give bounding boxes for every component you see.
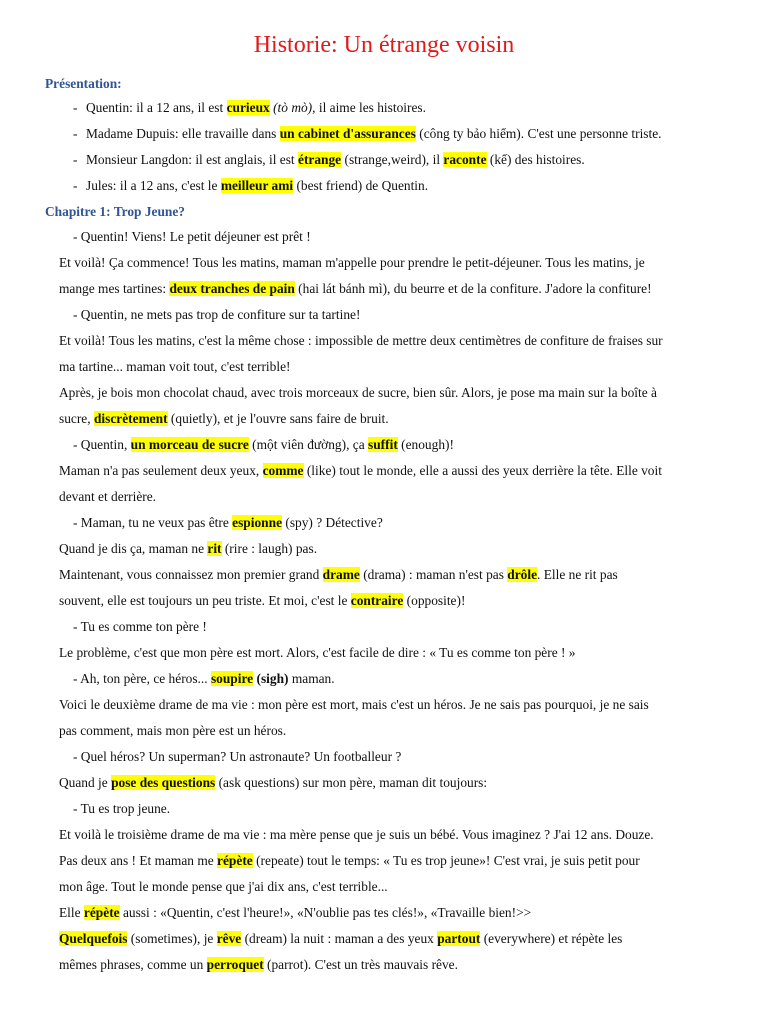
text-segment: Madame Dupuis: elle travaille dans <box>86 126 280 141</box>
text-segment: Monsieur Langdon: il est anglais, il est <box>86 152 298 167</box>
document-title: Historie: Un étrange voisin <box>253 32 515 58</box>
paragraph-line: mange mes tartines: deux tranches de pain (hai lát bánh mì), du beurre et de la confiture. J'adore la confiture! <box>59 281 652 296</box>
highlighted-term: curieux <box>226 100 270 115</box>
text-segment: , il aime les histoires. <box>312 100 426 115</box>
bullet-marker: - <box>73 178 78 193</box>
highlighted-term: pose des questions <box>111 775 216 790</box>
highlighted-term: Quelquefois <box>59 931 128 946</box>
presentation-heading: Présentation: <box>45 76 122 91</box>
paragraph-line: Voici le deuxième drame de ma vie : mon père est mort, mais c'est un héros. Je ne sais pas pourquoi, je ne sais <box>59 697 649 712</box>
highlighted-term: soupire <box>210 671 254 686</box>
paragraph-line: - Ah, ton père, ce héros... soupire (sigh) maman. <box>73 671 335 686</box>
paragraph-line: mon âge. Tout le monde pense que j'ai dix ans, c'est terrible... <box>59 879 388 894</box>
paragraph-line: mêmes phrases, comme un perroquet (parrot). C'est un très mauvais rêve. <box>59 957 458 972</box>
paragraph-line: Elle répète aussi : «Quentin, c'est l'heure!», «N'oublie pas tes clés!», «Travaille bien!>> <box>59 905 532 920</box>
paragraph-line: Et voilà le troisième drame de ma vie : ma mère pense que je suis un bébé. Vous imaginez ? J'ai 12 ans. Douze. <box>59 827 654 842</box>
paragraph-line: Quelquefois (sometimes), je rêve (dream) la nuit : maman a des yeux partout (everywhere) et répète les <box>59 931 623 946</box>
presentation-item <box>86 152 585 168</box>
highlighted-term: raconte <box>443 152 487 167</box>
paragraph-line: devant et derrière. <box>59 489 157 504</box>
paragraph-line: - Quentin, ne mets pas trop de confiture sur ta tartine! <box>73 307 361 322</box>
highlighted-term: suffit <box>368 437 398 452</box>
presentation-item <box>86 178 428 194</box>
paragraph-line: - Quel héros? Un superman? Un astronaute? Un footballeur ? <box>73 749 402 764</box>
highlighted-term: rit <box>207 541 222 556</box>
paragraph-line: Le problème, c'est que mon père est mort. Alors, c'est facile de dire : « Tu es comme ton père ! » <box>59 645 576 660</box>
translation-italic: (tò mò) <box>273 100 313 115</box>
paragraph-line: Et voilà! Ça commence! Tous les matins, maman m'appelle pour prendre le petit-déjeuner. Tous les matins, je <box>59 255 645 270</box>
highlighted-term: étrange <box>298 152 342 167</box>
highlighted-term: espionne <box>232 515 283 530</box>
paragraph-line: - Quentin! Viens! Le petit déjeuner est prêt ! <box>73 229 311 244</box>
highlighted-term: deux tranches de pain <box>169 281 295 296</box>
highlighted-term: partout <box>437 931 481 946</box>
highlighted-term: un cabinet d'assurances <box>279 126 416 141</box>
highlighted-term: meilleur ami <box>220 178 294 193</box>
bullet-marker: - <box>73 100 78 115</box>
paragraph-line: Quand je pose des questions (ask questions) sur mon père, maman dit toujours: <box>59 775 488 790</box>
bold-term: (sigh) <box>256 671 289 686</box>
paragraph-line: Maman n'a pas seulement deux yeux, comme (like) tout le monde, elle a aussi des yeux derrière la tête. Elle voit <box>59 463 662 478</box>
highlighted-term: perroquet <box>206 957 264 972</box>
text-segment: (kể) des histoires. <box>486 152 585 167</box>
paragraph-line: - Tu es trop jeune. <box>73 801 171 816</box>
paragraph-line: souvent, elle est toujours un peu triste. Et moi, c'est le contraire (opposite)! <box>59 593 466 608</box>
paragraph-line: Quand je dis ça, maman ne rit (rire : laugh) pas. <box>59 541 318 556</box>
paragraph-line: - Tu es comme ton père ! <box>73 619 207 634</box>
highlighted-term: répète <box>83 905 120 920</box>
paragraph-line: Et voilà! Tous les matins, c'est la même chose : impossible de mettre deux centimètres de confiture de fraises sur <box>59 333 663 348</box>
text-segment: (best friend) de Quentin. <box>293 178 429 193</box>
presentation-item <box>86 100 426 116</box>
paragraph-line: sucre, discrètement (quietly), et je l'ouvre sans faire de bruit. <box>59 411 389 426</box>
highlighted-term: comme <box>262 463 304 478</box>
paragraph-line: pas comment, mais mon père est un héros. <box>59 723 287 738</box>
paragraph-line: Maintenant, vous connaissez mon premier grand drame (drama) : maman n'est pas drôle. Elle ne rit pas <box>59 567 618 582</box>
text-segment: Jules: il a 12 ans, c'est le <box>86 178 221 193</box>
paragraph-line: ma tartine... maman voit tout, c'est terrible! <box>59 359 291 374</box>
bullet-marker: - <box>73 152 78 167</box>
highlighted-term: drôle <box>507 567 538 582</box>
paragraph-line: Pas deux ans ! Et maman me répète (repeate) tout le temps: « Tu es trop jeune»! C'est vrai, je suis petit pour <box>59 853 640 868</box>
highlighted-term: drame <box>322 567 360 582</box>
bullet-marker: - <box>73 126 78 141</box>
highlighted-term: un morceau de sucre <box>130 437 249 452</box>
chapter-heading: Chapitre 1: Trop Jeune? <box>45 204 185 219</box>
text-segment: (strange,weird), il <box>341 152 444 167</box>
text-segment: (công ty bảo hiểm). C'est une personne triste. <box>415 126 662 141</box>
paragraph-line: - Quentin, un morceau de sucre (một viên đường), ça suffit (enough)! <box>73 437 454 452</box>
paragraph-line: Après, je bois mon chocolat chaud, avec trois morceaux de sucre, bien sûr. Alors, je pose ma main sur la boîte à <box>59 385 657 400</box>
presentation-item <box>86 126 662 142</box>
paragraph-line: - Maman, tu ne veux pas être espionne (spy) ? Détective? <box>73 515 383 530</box>
text-segment: Quentin: il a 12 ans, il est <box>86 100 227 115</box>
highlighted-term: contraire <box>350 593 404 608</box>
highlighted-term: discrètement <box>93 411 168 426</box>
highlighted-term: rêve <box>216 931 242 946</box>
highlighted-term: répète <box>217 853 253 868</box>
